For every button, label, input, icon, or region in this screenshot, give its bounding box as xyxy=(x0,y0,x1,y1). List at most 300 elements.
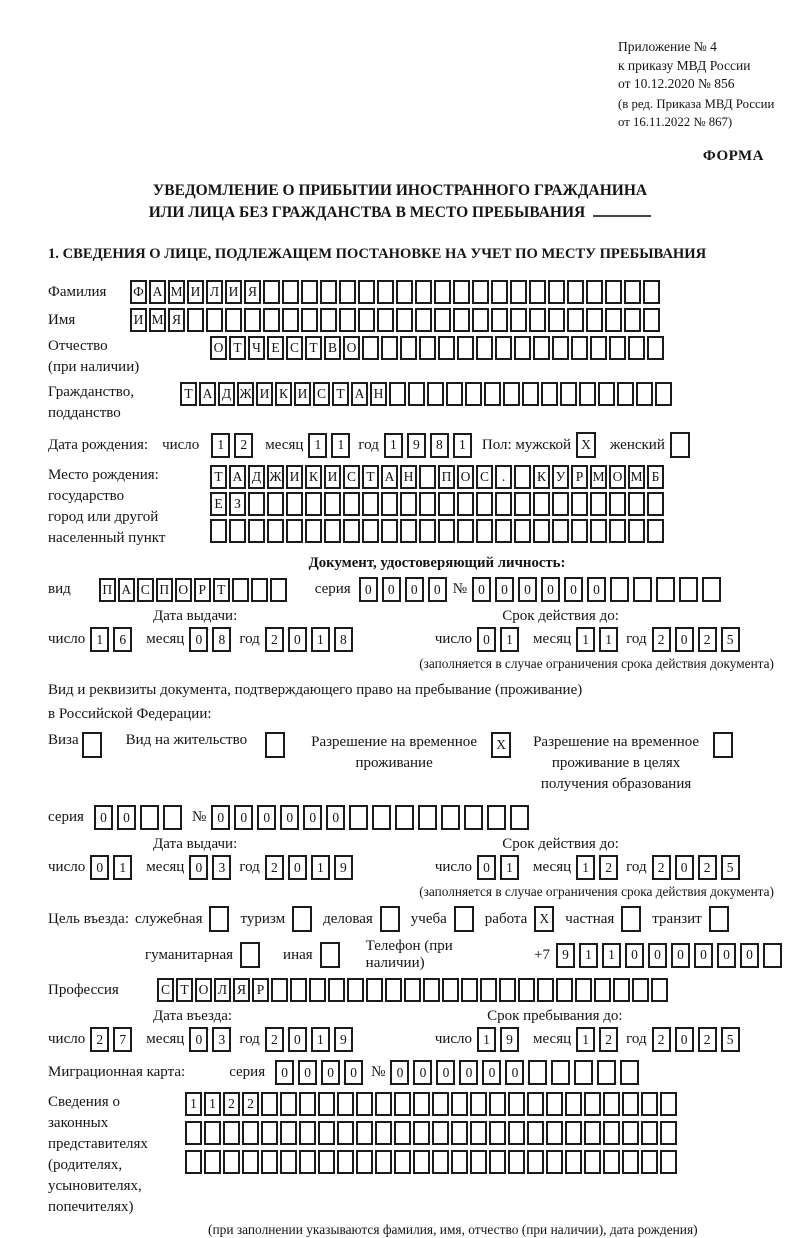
char-cell: 0 xyxy=(694,943,713,968)
char-cell: Р xyxy=(571,465,588,489)
char-cell xyxy=(299,1121,316,1145)
char-cell xyxy=(476,519,493,543)
char-cell: Т xyxy=(176,978,193,1002)
identity-doc-title: Документ, удостоверяющий личность: xyxy=(308,555,566,571)
char-cell: 2 xyxy=(599,855,618,880)
char-cell xyxy=(451,1121,468,1145)
char-cell: К xyxy=(275,382,292,406)
char-cell xyxy=(261,1150,278,1174)
char-cell: И xyxy=(225,280,242,304)
char-cell xyxy=(574,1060,593,1085)
char-cell: 0 xyxy=(326,805,345,830)
char-cell: Т xyxy=(332,382,349,406)
char-cell: П xyxy=(99,578,116,602)
char-cell xyxy=(320,942,340,968)
char-cell xyxy=(400,519,417,543)
char-cell xyxy=(603,1092,620,1116)
char-cell: О xyxy=(609,465,626,489)
temp-residence-label: Разрешение на временное проживание xyxy=(311,734,478,771)
char-cell xyxy=(210,519,227,543)
char-cell xyxy=(603,1150,620,1174)
char-cell xyxy=(204,1150,221,1174)
char-cell: 9 xyxy=(334,855,353,880)
representatives-block xyxy=(48,1092,786,1218)
char-cell: 9 xyxy=(334,1027,353,1052)
char-cell xyxy=(529,308,546,332)
residence-permit-label: Вид на жительство xyxy=(125,732,248,748)
char-cell xyxy=(590,336,607,360)
char-cell xyxy=(400,492,417,516)
char-cell xyxy=(571,492,588,516)
char-cell xyxy=(434,308,451,332)
char-cell: 0 xyxy=(541,577,560,602)
char-cell: И xyxy=(187,280,204,304)
char-cell xyxy=(628,492,645,516)
char-cell: Н xyxy=(370,382,387,406)
char-cell xyxy=(622,1121,639,1145)
char-cell: X xyxy=(534,906,554,932)
residence-series-cells xyxy=(94,805,186,830)
stay-until-title: Срок пребывания до: xyxy=(487,1008,623,1024)
char-cell xyxy=(546,1150,563,1174)
char-cell: 7 xyxy=(113,1027,132,1052)
char-cell xyxy=(381,336,398,360)
char-cell xyxy=(305,519,322,543)
entry-date-title: Дата въезда: xyxy=(153,1008,233,1024)
char-cell xyxy=(484,382,501,406)
char-cell xyxy=(204,1121,221,1145)
char-cell: 0 xyxy=(413,1060,432,1085)
char-cell: А xyxy=(149,280,166,304)
char-cell: А xyxy=(351,382,368,406)
char-cell: 1 xyxy=(311,1027,330,1052)
char-cell xyxy=(413,1121,430,1145)
title-line-2: ИЛИ ЛИЦА БЕЗ ГРАЖДАНСТВА В МЕСТО ПРЕБЫВАНИЯ xyxy=(0,202,800,224)
char-cell xyxy=(415,280,432,304)
char-cell: М xyxy=(149,308,166,332)
residence-dates-row: число 0 1 месяц 0 3 год 2 0 1 9 число 0 1 месяц 1 2 год 2 0 2 5 xyxy=(48,855,786,880)
section1-title: 1. СВЕДЕНИЯ О ЛИЦЕ, ПОДЛЕЖАЩЕМ ПОСТАНОВКЕ НА УЧЕТ ПО МЕСТУ ПРЕБЫВАНИЯ xyxy=(48,246,707,262)
firstname-label: Имя xyxy=(48,311,76,328)
char-cell xyxy=(349,805,368,830)
char-cell xyxy=(647,519,664,543)
char-cell xyxy=(343,519,360,543)
char-cell xyxy=(223,1150,240,1174)
representatives-grids xyxy=(185,1092,679,1174)
doc-issue-day xyxy=(90,627,136,652)
birth-day-cells xyxy=(211,433,257,458)
char-cell xyxy=(586,308,603,332)
phone-prefix: +7 xyxy=(534,946,550,963)
char-cell xyxy=(610,577,629,602)
char-cell xyxy=(643,308,660,332)
char-cell: 3 xyxy=(212,1027,231,1052)
stay-year xyxy=(652,1027,744,1052)
phone-label: Телефон (при наличии) xyxy=(365,938,453,971)
char-cell: 0 xyxy=(675,1027,694,1052)
char-cell xyxy=(495,492,512,516)
char-cell xyxy=(457,519,474,543)
edu-residence-checkbox xyxy=(713,732,735,758)
char-cell xyxy=(394,1121,411,1145)
char-cell: 2 xyxy=(599,1027,618,1052)
stay-day xyxy=(477,1027,523,1052)
char-cell xyxy=(702,577,721,602)
char-cell xyxy=(590,519,607,543)
char-cell xyxy=(432,1092,449,1116)
surname-row xyxy=(48,280,786,304)
char-cell: 0 xyxy=(189,1027,208,1052)
char-cell: X xyxy=(576,432,596,458)
char-cell: 1 xyxy=(576,855,595,880)
annex-line: от 10.12.2020 № 856 xyxy=(618,76,735,91)
char-cell xyxy=(282,280,299,304)
char-cell: 0 xyxy=(382,577,401,602)
char-cell xyxy=(229,519,246,543)
doc-number-cells xyxy=(472,577,725,602)
char-cell: И xyxy=(130,308,147,332)
char-cell: Р xyxy=(252,978,269,1002)
birth-place-row-1 xyxy=(210,465,666,489)
char-cell xyxy=(620,1060,639,1085)
char-cell: 1 xyxy=(477,1027,496,1052)
char-cell: С xyxy=(137,578,154,602)
char-cell xyxy=(318,1092,335,1116)
char-cell: Я xyxy=(233,978,250,1002)
char-cell: 0 xyxy=(321,1060,340,1085)
char-cell: 0 xyxy=(344,1060,363,1085)
annex-line: к приказу МВД России xyxy=(618,57,751,73)
char-cell: 1 xyxy=(211,433,230,458)
char-cell xyxy=(301,280,318,304)
char-cell xyxy=(337,1092,354,1116)
char-cell: У xyxy=(552,465,569,489)
char-cell xyxy=(413,1150,430,1174)
char-cell xyxy=(527,1121,544,1145)
char-cell xyxy=(438,336,455,360)
char-cell xyxy=(362,519,379,543)
char-cell: 0 xyxy=(482,1060,501,1085)
char-cell: 0 xyxy=(303,805,322,830)
char-cell xyxy=(586,280,603,304)
char-cell: 1 xyxy=(599,627,618,652)
char-cell: М xyxy=(168,280,185,304)
char-cell: 0 xyxy=(90,855,109,880)
char-cell: 0 xyxy=(288,627,307,652)
migration-card-row: Миграционная карта: серия 0 0 0 0 № 0 0 0 0 0 0 xyxy=(48,1060,786,1085)
birth-place-label: Место рождения: государство город или другой населенный пункт xyxy=(48,467,166,546)
char-cell xyxy=(491,308,508,332)
char-cell: 2 xyxy=(652,627,671,652)
representatives-row-3 xyxy=(185,1150,679,1174)
char-cell xyxy=(528,1060,547,1085)
purpose-option: частная xyxy=(565,910,615,927)
char-cell: А xyxy=(118,578,135,602)
char-cell: 2 xyxy=(698,627,717,652)
char-cell: С xyxy=(343,465,360,489)
char-cell xyxy=(660,1092,677,1116)
char-cell: 2 xyxy=(652,855,671,880)
char-cell xyxy=(605,308,622,332)
char-cell xyxy=(552,492,569,516)
char-cell xyxy=(82,732,102,758)
residence-doc-intro: Вид и реквизиты документа, подтверждающего право на пребывание (проживание) в Российской Федерации: xyxy=(48,682,583,722)
char-cell: Т xyxy=(229,336,246,360)
char-cell xyxy=(263,280,280,304)
char-cell xyxy=(358,308,375,332)
char-cell xyxy=(377,308,394,332)
char-cell xyxy=(660,1121,677,1145)
char-cell xyxy=(628,519,645,543)
char-cell xyxy=(328,978,345,1002)
char-cell: 5 xyxy=(721,855,740,880)
char-cell: 0 xyxy=(587,577,606,602)
char-cell: 2 xyxy=(698,855,717,880)
purpose-row-1 xyxy=(48,906,786,932)
char-cell: 0 xyxy=(117,805,136,830)
form-body xyxy=(48,280,786,1238)
char-cell: 0 xyxy=(675,855,694,880)
char-cell xyxy=(575,978,592,1002)
char-cell xyxy=(381,492,398,516)
char-cell xyxy=(248,519,265,543)
title-line-1: УВЕДОМЛЕНИЕ О ПРИБЫТИИ ИНОСТРАННОГО ГРАЖДАНИНА xyxy=(152,182,648,199)
residence-number-cells xyxy=(211,805,533,830)
residence-valid-title: Срок действия до: xyxy=(502,836,619,852)
char-cell: А xyxy=(229,465,246,489)
representatives-row-1 xyxy=(185,1092,679,1116)
char-cell xyxy=(185,1121,202,1145)
char-cell: 0 xyxy=(298,1060,317,1085)
char-cell xyxy=(282,308,299,332)
char-cell: Т xyxy=(180,382,197,406)
char-cell: Ж xyxy=(237,382,254,406)
char-cell: 8 xyxy=(334,627,353,652)
char-cell: М xyxy=(628,465,645,489)
char-cell xyxy=(527,1150,544,1174)
char-cell xyxy=(491,280,508,304)
purpose-business-checkbox xyxy=(380,906,402,932)
char-cell: 5 xyxy=(721,1027,740,1052)
gender-female-checkbox xyxy=(670,432,694,458)
char-cell xyxy=(647,336,664,360)
char-cell xyxy=(418,805,437,830)
char-cell: Я xyxy=(168,308,185,332)
char-cell: 0 xyxy=(359,577,378,602)
char-cell xyxy=(565,1150,582,1174)
char-cell xyxy=(464,805,483,830)
char-cell: 0 xyxy=(257,805,276,830)
char-cell xyxy=(457,492,474,516)
doc-valid-year xyxy=(652,627,744,652)
char-cell xyxy=(309,978,326,1002)
char-cell xyxy=(438,519,455,543)
char-cell xyxy=(495,519,512,543)
purpose-label: Цель въезда: xyxy=(48,910,129,927)
amendment-line: (в ред. Приказа МВД России xyxy=(618,97,775,111)
char-cell: 1 xyxy=(311,627,330,652)
visa-option xyxy=(48,732,104,758)
char-cell: 1 xyxy=(576,627,595,652)
char-cell xyxy=(286,492,303,516)
char-cell xyxy=(454,906,474,932)
identity-doc-row: вид П А С П О Р Т серия 0 0 0 0 № 0 0 0 0 0 0 xyxy=(48,577,786,602)
char-cell xyxy=(603,1121,620,1145)
char-cell xyxy=(537,978,554,1002)
char-cell: 0 xyxy=(671,943,690,968)
char-cell xyxy=(225,308,242,332)
purpose-study-checkbox xyxy=(454,906,476,932)
doc-valid-month xyxy=(576,627,622,652)
char-cell xyxy=(442,978,459,1002)
char-cell: А xyxy=(199,382,216,406)
char-cell xyxy=(552,519,569,543)
char-cell: С xyxy=(286,336,303,360)
entry-month xyxy=(189,1027,235,1052)
entry-year xyxy=(265,1027,357,1052)
char-cell xyxy=(343,492,360,516)
char-cell xyxy=(280,1121,297,1145)
birth-month-cells xyxy=(308,433,354,458)
char-cell xyxy=(597,1060,616,1085)
doc-dates-row: число 1 6 месяц 0 8 год 2 0 1 8 число 0 1 месяц 1 1 год 2 0 2 5 xyxy=(48,627,786,652)
amendment-reference xyxy=(618,96,774,131)
edu-residence-option xyxy=(533,732,735,795)
char-cell xyxy=(396,308,413,332)
char-cell: 0 xyxy=(275,1060,294,1085)
char-cell: 0 xyxy=(288,1027,307,1052)
char-cell: 0 xyxy=(477,627,496,652)
char-cell: Д xyxy=(218,382,235,406)
gender-male-checkbox xyxy=(576,432,600,458)
char-cell xyxy=(394,1092,411,1116)
visa-checkbox xyxy=(82,732,104,758)
purpose-transit-checkbox xyxy=(709,906,731,932)
char-cell xyxy=(385,978,402,1002)
char-cell xyxy=(267,519,284,543)
char-cell: 0 xyxy=(390,1060,409,1085)
char-cell xyxy=(415,308,432,332)
char-cell xyxy=(546,1121,563,1145)
char-cell: О xyxy=(343,336,360,360)
edu-residence-label: Разрешение на временное проживание в целях получения образования xyxy=(533,734,700,792)
char-cell xyxy=(438,492,455,516)
char-cell xyxy=(375,1121,392,1145)
char-cell xyxy=(242,1150,259,1174)
char-cell xyxy=(366,978,383,1002)
char-cell: Б xyxy=(647,465,664,489)
char-cell xyxy=(472,280,489,304)
char-cell: М xyxy=(590,465,607,489)
char-cell xyxy=(529,280,546,304)
char-cell xyxy=(533,519,550,543)
surname-cells xyxy=(130,280,662,304)
char-cell xyxy=(290,978,307,1002)
residence-issue-year xyxy=(265,855,357,880)
gender-male-label: Пол: мужской xyxy=(481,436,572,453)
char-cell xyxy=(394,1150,411,1174)
char-cell xyxy=(560,382,577,406)
char-cell xyxy=(584,1092,601,1116)
char-cell: 0 xyxy=(717,943,736,968)
char-cell xyxy=(632,978,649,1002)
char-cell xyxy=(419,492,436,516)
doc-issue-year xyxy=(265,627,357,652)
migration-card-label: Миграционная карта: xyxy=(48,1064,186,1080)
char-cell: 1 xyxy=(602,943,621,968)
char-cell xyxy=(356,1121,373,1145)
char-cell: 2 xyxy=(223,1092,240,1116)
char-cell: 9 xyxy=(407,433,426,458)
char-cell xyxy=(280,1092,297,1116)
char-cell xyxy=(324,492,341,516)
char-cell: 2 xyxy=(265,855,284,880)
char-cell xyxy=(670,432,690,458)
char-cell xyxy=(480,978,497,1002)
char-cell xyxy=(556,978,573,1002)
char-cell xyxy=(552,336,569,360)
purpose-option: туризм xyxy=(240,910,286,927)
profession-cells xyxy=(157,978,670,1002)
phone-cells xyxy=(556,943,786,968)
char-cell xyxy=(305,492,322,516)
birth-year-cells xyxy=(384,433,476,458)
temp-residence-checkbox xyxy=(491,732,513,758)
char-cell xyxy=(280,1150,297,1174)
char-cell xyxy=(489,1150,506,1174)
char-cell xyxy=(453,308,470,332)
char-cell: Ф xyxy=(130,280,147,304)
char-cell xyxy=(389,382,406,406)
char-cell xyxy=(339,280,356,304)
doc-date-headings xyxy=(48,608,786,625)
char-cell xyxy=(457,336,474,360)
char-cell xyxy=(548,280,565,304)
page-title xyxy=(0,180,800,224)
char-cell xyxy=(713,732,733,758)
char-cell xyxy=(140,805,159,830)
char-cell xyxy=(358,280,375,304)
doc-valid-title: Срок действия до: xyxy=(502,608,619,624)
char-cell: Д xyxy=(248,465,265,489)
char-cell: Т xyxy=(362,465,379,489)
char-cell xyxy=(299,1092,316,1116)
char-cell xyxy=(242,1121,259,1145)
char-cell: 0 xyxy=(436,1060,455,1085)
char-cell: Ж xyxy=(267,465,284,489)
birth-date-label: Дата рождения: xyxy=(48,436,149,453)
char-cell: Е xyxy=(267,336,284,360)
char-cell xyxy=(514,465,531,489)
char-cell xyxy=(527,1092,544,1116)
char-cell: 5 xyxy=(721,627,740,652)
residence-valid-day xyxy=(477,855,523,880)
gender-female-label: женский xyxy=(610,436,665,453)
purpose-other-checkbox xyxy=(320,942,342,968)
char-cell: С xyxy=(313,382,330,406)
char-cell xyxy=(594,978,611,1002)
char-cell: 0 xyxy=(234,805,253,830)
char-cell xyxy=(261,1092,278,1116)
char-cell xyxy=(337,1121,354,1145)
char-cell xyxy=(579,382,596,406)
char-cell xyxy=(381,519,398,543)
char-cell: П xyxy=(438,465,455,489)
char-cell xyxy=(598,382,615,406)
char-cell xyxy=(320,308,337,332)
char-cell xyxy=(590,492,607,516)
residence-series-row: серия 0 0 № 0 0 0 0 0 0 xyxy=(48,805,786,830)
